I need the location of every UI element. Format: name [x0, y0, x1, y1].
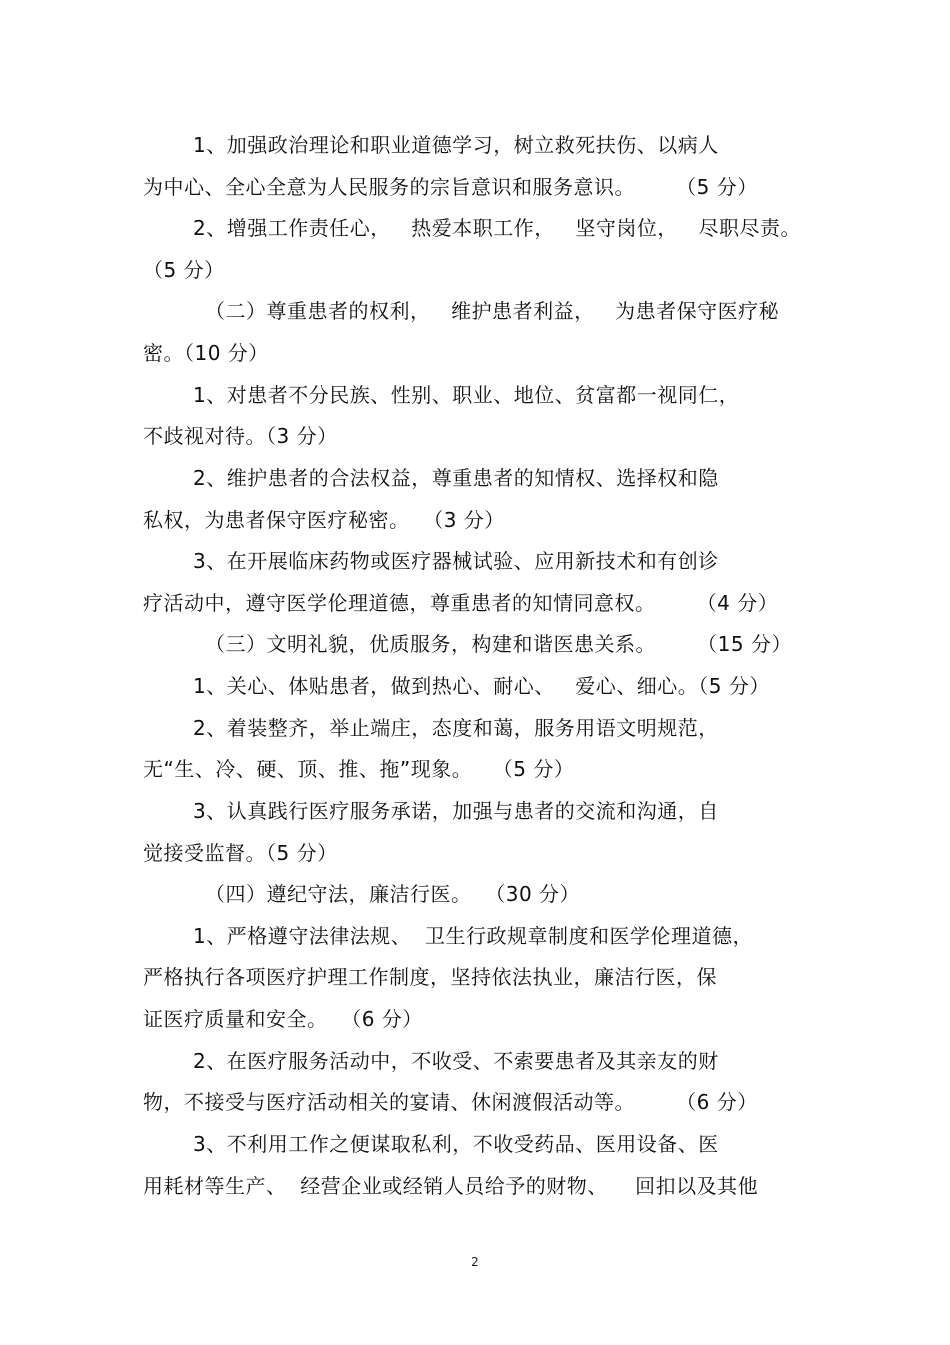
text-line: 1、关心、体贴患者，做到热心、耐心、 爱心、细心。（5 分）: [193, 674, 770, 698]
text-line: 证医疗质量和安全。 （6 分）: [143, 1007, 423, 1031]
text-line: 3、在开展临床药物或医疗器械试验、应用新技术和有创诊: [193, 549, 719, 573]
text-line: 私权，为患者保守医疗秘密。 （3 分）: [143, 508, 505, 532]
text-line: 2、维护患者的合法权益，尊重患者的知情权、选择权和隐: [193, 466, 719, 490]
text-line: （三）文明礼貌，优质服务，构建和谐医患关系。 （15 分）: [205, 632, 792, 656]
text-line: 3、认真践行医疗服务承诺，加强与患者的交流和沟通，自: [193, 799, 719, 823]
text-line: 不歧视对待。（3 分）: [143, 424, 338, 448]
page-number: 2: [471, 1255, 479, 1269]
text-line: 1、严格遵守法律法规、 卫生行政规章制度和医学伦理道德，: [193, 924, 753, 948]
text-line: 密。（10 分）: [143, 341, 269, 365]
text-line: 觉接受监督。（5 分）: [143, 841, 338, 865]
text-line: 用耗材等生产、 经营企业或经销人员给予的财物、 回扣以及其他: [143, 1174, 759, 1198]
text-line: （5 分）: [143, 258, 225, 282]
text-line: 物，不接受与医疗活动相关的宴请、休闲渡假活动等。 （6 分）: [143, 1090, 758, 1114]
text-line: 1、对患者不分民族、性别、职业、地位、贫富都一视同仁，: [193, 383, 740, 407]
text-line: 严格执行各项医疗护理工作制度，坚持依法执业，廉洁行医，保: [143, 965, 717, 989]
text-line: 疗活动中，遵守医学伦理道德，尊重患者的知情同意权。 （4 分）: [143, 591, 779, 615]
text-line: 3、不利用工作之便谋取私利，不收受药品、医用设备、医: [193, 1132, 719, 1156]
text-line: 无“生、冷、硬、顶、推、拖”现象。 （5 分）: [143, 757, 575, 781]
text-line: 2、增强工作责任心， 热爱本职工作， 坚守岗位， 尽职尽责。: [193, 216, 801, 240]
text-line: 1、加强政治理论和职业道德学习，树立救死扶伤、以病人: [193, 133, 719, 157]
text-line: 2、在医疗服务活动中，不收受、不索要患者及其亲友的财: [193, 1049, 719, 1073]
text-line: 为中心、全心全意为人民服务的宗旨意识和服务意识。 （5 分）: [143, 175, 758, 199]
text-line: （四）遵纪守法，廉洁行医。 （30 分）: [205, 882, 581, 906]
text-line: 2、着装整齐，举止端庄，态度和蔼，服务用语文明规范，: [193, 716, 719, 740]
text-line: （二）尊重患者的权利， 维护患者利益， 为患者保守医疗秘: [205, 299, 780, 323]
